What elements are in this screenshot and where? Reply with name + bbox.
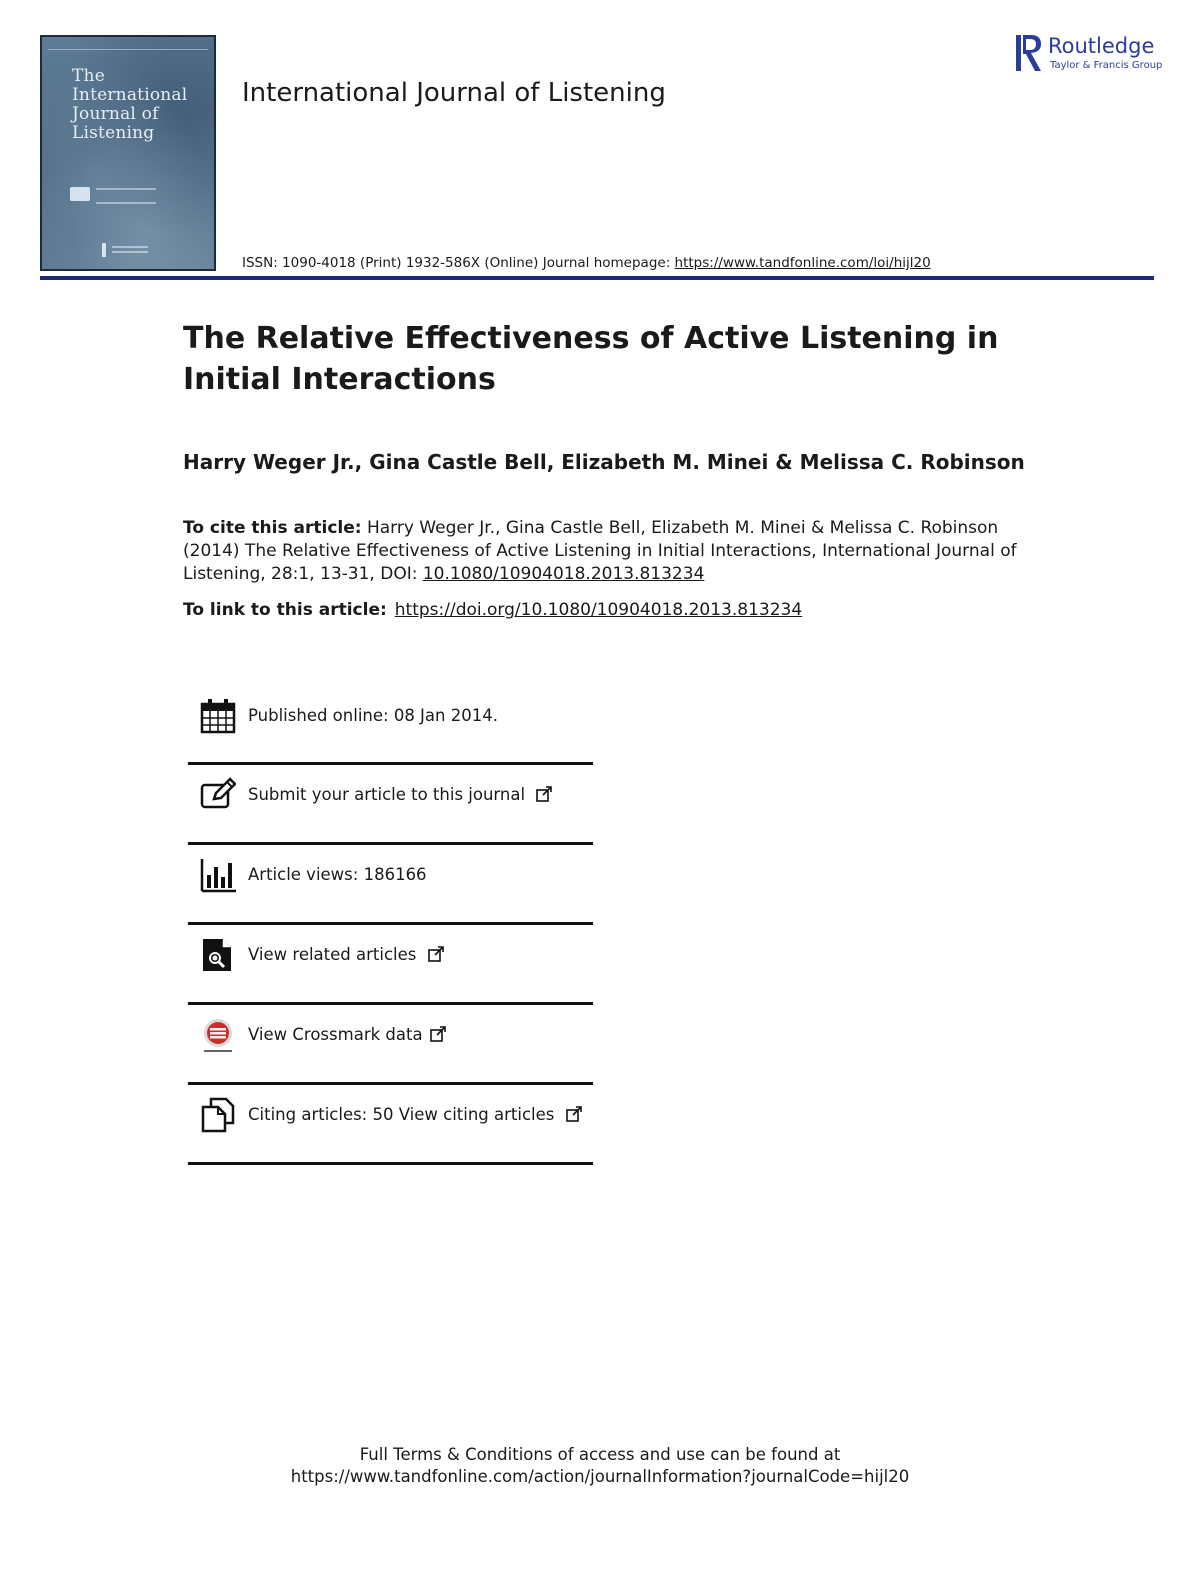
cover-title-line: International: [72, 85, 188, 105]
cover-decoration: [96, 188, 156, 204]
article-doi-url-link[interactable]: https://doi.org/10.1080/10904018.2013.813234: [394, 600, 803, 620]
routledge-r-icon: [1014, 32, 1044, 74]
footer-terms-url[interactable]: https://www.tandfonline.com/action/journalInformation?journalCode=hijl20: [290, 1467, 910, 1486]
article-title: The Relative Effectiveness of Active Listening in Initial Interactions: [183, 321, 999, 397]
routledge-logo: [1014, 32, 1163, 76]
journal-title: International Journal of Listening: [242, 78, 666, 108]
related-articles-link[interactable]: [248, 945, 444, 964]
terms-footer: [0, 1444, 1200, 1488]
edit-icon: [200, 777, 236, 813]
cover-decoration: [48, 43, 208, 50]
footer-terms-text: Full Terms & Conditions of access and use can be found at: [359, 1445, 841, 1464]
citing-articles-icon: [200, 1097, 236, 1133]
article-authors: Harry Weger Jr., Gina Castle Bell, Elizabeth M. Minei & Melissa C. Robinson: [183, 450, 1025, 474]
related-articles-label: View related articles: [248, 945, 417, 964]
cover-title-line: Listening: [72, 123, 155, 143]
bar-chart-icon: [200, 857, 236, 893]
link-label: To link to this article:: [183, 600, 387, 620]
cover-title: [72, 67, 212, 143]
external-link-icon: [428, 946, 444, 962]
info-row-views: [188, 845, 593, 925]
crossmark-link[interactable]: [248, 1025, 446, 1044]
publisher-subtitle: Taylor & Francis Group: [1050, 60, 1163, 71]
cover-title-line: Journal of: [72, 104, 159, 124]
issn-text: ISSN: 1090-4018 (Print) 1932-586X (Online) Journal homepage:: [242, 255, 675, 271]
citing-articles-link[interactable]: [248, 1105, 582, 1124]
info-row-submit[interactable]: [188, 765, 593, 845]
journal-cover-image: [40, 35, 216, 271]
cite-text: Harry Weger Jr., Gina Castle Bell, Elizabeth M. Minei & Melissa C. Robinson (2014) The Relative Effectiveness of Active Listening in Initial Interactions, International Journal of Listening, 28:1, 13-31, DOI:: [183, 518, 1017, 584]
external-link-icon: [536, 786, 552, 802]
cite-label: To cite this article:: [183, 518, 362, 538]
cover-title-line: The: [72, 66, 105, 86]
cover-publisher-mark: [102, 243, 152, 257]
document-search-icon: [200, 937, 236, 973]
external-link-icon: [566, 1106, 582, 1122]
publisher-name: Routledge: [1048, 34, 1155, 58]
crossmark-label: View Crossmark data: [248, 1025, 423, 1044]
article-link-line: [183, 600, 802, 620]
published-date-text: Published online: 08 Jan 2014.: [248, 706, 498, 725]
submit-article-link[interactable]: [248, 785, 552, 804]
doi-link[interactable]: 10.1080/10904018.2013.813234: [422, 564, 705, 584]
info-row-related[interactable]: [188, 925, 593, 1005]
citation-block: [183, 517, 1023, 586]
calendar-icon: [200, 698, 236, 734]
info-row-published: [188, 686, 593, 765]
article-info-list: [188, 686, 593, 1165]
citing-articles-label: Citing articles: 50 View citing articles: [248, 1105, 555, 1124]
cover-ila-badge: [70, 187, 90, 201]
journal-homepage-link[interactable]: https://www.tandfonline.com/loi/hijl20: [674, 255, 931, 271]
header-divider: [40, 276, 1154, 280]
article-views-text: Article views: 186166: [248, 865, 427, 884]
info-row-citing[interactable]: [188, 1085, 593, 1165]
external-link-icon: [430, 1026, 446, 1042]
submit-article-label: Submit your article to this journal: [248, 785, 526, 804]
issn-line: [242, 255, 931, 271]
crossmark-icon: [200, 1017, 236, 1053]
info-row-crossmark[interactable]: [188, 1005, 593, 1085]
